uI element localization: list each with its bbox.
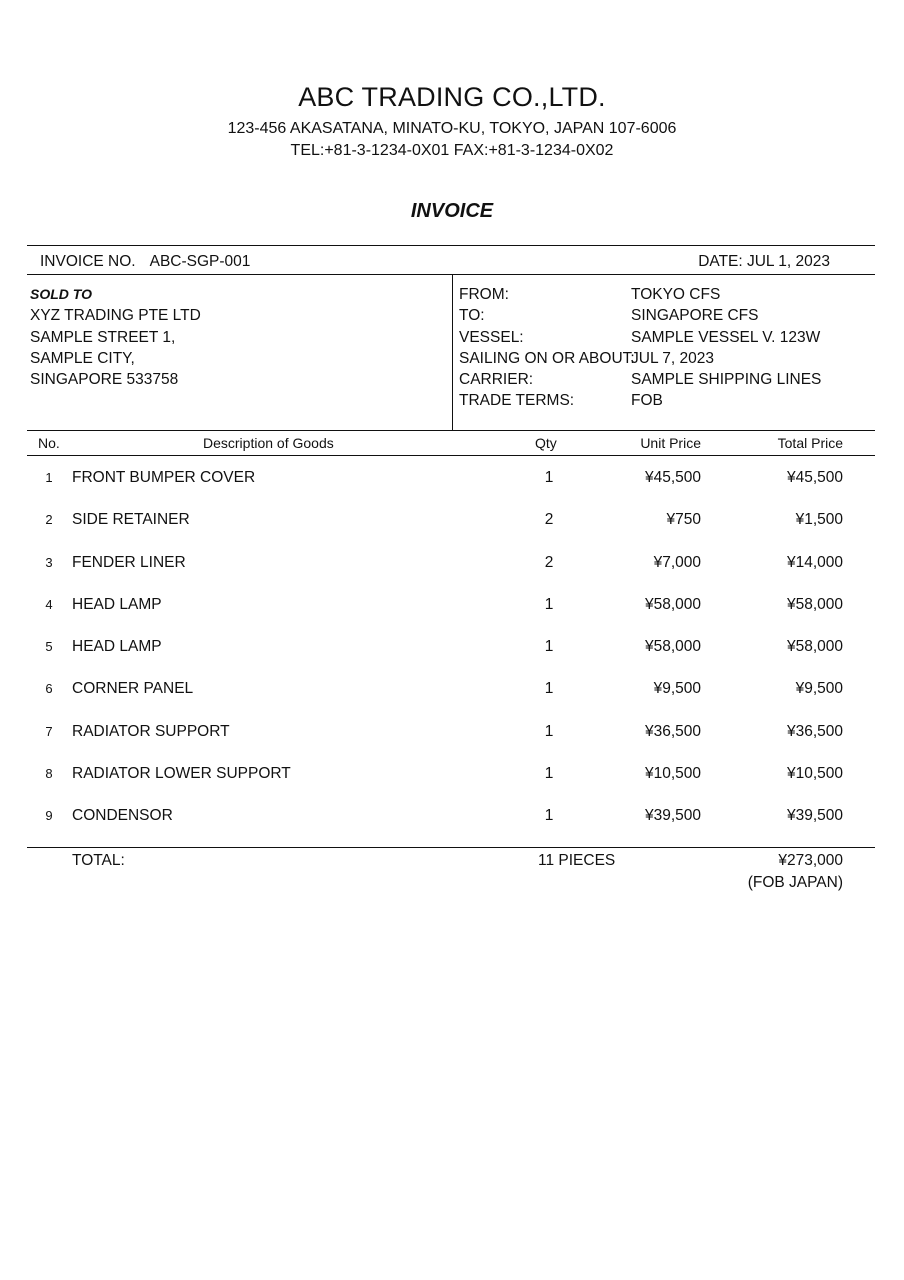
sold-to-line: SAMPLE STREET 1,	[30, 328, 176, 346]
item-total-price: ¥14,000	[786, 553, 843, 571]
item-qty: 1	[544, 680, 554, 698]
item-no: 4	[45, 596, 53, 612]
item-description: HEAD LAMP	[72, 595, 162, 613]
sold-to-line: SINGAPORE 533758	[30, 371, 179, 389]
item-unit-price: ¥36,500	[644, 722, 701, 740]
shipping-value: SAMPLE VESSEL V. 123W	[631, 328, 821, 346]
item-total-price: ¥1,500	[795, 511, 843, 529]
item-no: 9	[45, 808, 53, 824]
rule-under-columns	[27, 455, 875, 456]
column-header-description: Description of Goods	[203, 435, 334, 451]
item-no: 3	[45, 554, 53, 570]
item-description: FENDER LINER	[72, 553, 186, 571]
item-unit-price: ¥7,000	[653, 553, 701, 571]
column-header-no: No.	[38, 435, 60, 451]
sold-to-line: XYZ TRADING PTE LTD	[30, 307, 201, 325]
item-qty: 1	[544, 469, 554, 486]
company-header	[0, 80, 904, 162]
shipping-label: VESSEL:	[459, 328, 524, 346]
invoice-number-label: INVOICE NO.	[40, 253, 136, 270]
item-total-price: ¥10,500	[786, 765, 843, 783]
item-total-price: ¥36,500	[786, 722, 843, 740]
rule-top	[27, 245, 875, 246]
table-row	[0, 551, 904, 593]
total-quantity: 11 PIECES	[538, 852, 616, 869]
invoice-date: DATE: JUL 1, 2023	[698, 253, 830, 270]
item-no: 8	[45, 766, 53, 782]
items-table	[0, 466, 904, 847]
table-row	[0, 593, 904, 635]
item-total-price: ¥45,500	[786, 469, 843, 486]
table-row	[0, 762, 904, 804]
item-total-price: ¥39,500	[786, 807, 843, 825]
item-unit-price: ¥58,000	[644, 638, 701, 656]
table-row	[0, 804, 904, 846]
shipping-row	[459, 390, 879, 411]
item-description: CONDENSOR	[72, 807, 173, 825]
item-description: FRONT BUMPER COVER	[72, 469, 256, 486]
item-total-price: ¥9,500	[795, 680, 843, 698]
company-address: 123-456 AKASATANA, MINATO-KU, TOKYO, JAPAN 107-6006	[227, 120, 677, 137]
shipping-row	[459, 348, 879, 369]
item-qty: 1	[544, 765, 554, 783]
company-contact: TEL:+81-3-1234-0X01 FAX:+81-3-1234-0X02	[290, 142, 614, 159]
item-description: HEAD LAMP	[72, 638, 162, 656]
item-no: 5	[45, 639, 53, 655]
item-qty: 1	[544, 595, 554, 613]
invoice-number-value: ABC-SGP-001	[149, 253, 251, 270]
item-description: CORNER PANEL	[72, 680, 194, 698]
rule-under-invoice-no	[27, 274, 875, 275]
table-row	[0, 720, 904, 762]
item-no: 1	[45, 470, 53, 485]
item-unit-price: ¥39,500	[644, 807, 701, 825]
table-row	[0, 466, 904, 508]
item-qty: 2	[544, 511, 554, 529]
document-title: INVOICE	[410, 200, 494, 222]
total-trade-terms: (FOB JAPAN)	[747, 874, 843, 891]
table-row	[0, 635, 904, 677]
shipping-label: FROM:	[459, 286, 509, 303]
shipping-value: JUL 7, 2023	[631, 349, 715, 367]
rule-party-divider	[452, 274, 453, 430]
invoice-number	[40, 252, 250, 272]
shipping-label: TRADE TERMS:	[459, 392, 575, 410]
column-header-unit-price: Unit Price	[640, 435, 701, 451]
sold-to-line: SAMPLE CITY,	[30, 349, 135, 367]
shipping-row	[459, 327, 879, 348]
item-unit-price: ¥45,500	[644, 469, 701, 486]
shipping-label: SAILING ON OR ABOUT:	[459, 349, 635, 367]
item-total-price: ¥58,000	[786, 638, 843, 656]
sold-to-block	[30, 284, 201, 390]
item-description: RADIATOR LOWER SUPPORT	[72, 765, 291, 783]
item-description: SIDE RETAINER	[72, 511, 190, 529]
shipping-details	[459, 284, 879, 412]
total-label: TOTAL:	[72, 852, 125, 869]
shipping-row	[459, 305, 879, 326]
shipping-label: CARRIER:	[459, 371, 534, 389]
shipping-value: TOKYO CFS	[631, 286, 721, 303]
item-no: 7	[45, 723, 53, 739]
company-name: ABC TRADING CO.,LTD.	[298, 82, 606, 112]
item-unit-price: ¥750	[666, 511, 701, 529]
item-no: 6	[45, 681, 53, 697]
rule-above-total	[27, 847, 875, 848]
item-total-price: ¥58,000	[786, 595, 843, 613]
rule-above-columns	[27, 430, 875, 431]
table-row	[0, 508, 904, 550]
column-header-total-price: Total Price	[777, 435, 843, 451]
item-qty: 1	[544, 638, 554, 656]
item-qty: 1	[544, 722, 554, 740]
item-description: RADIATOR SUPPORT	[72, 722, 230, 740]
item-unit-price: ¥9,500	[653, 680, 701, 698]
shipping-row	[459, 369, 879, 390]
shipping-value: FOB	[631, 392, 663, 410]
table-row	[0, 677, 904, 719]
shipping-value: SAMPLE SHIPPING LINES	[631, 371, 822, 389]
shipping-value: SINGAPORE CFS	[631, 307, 759, 325]
item-unit-price: ¥58,000	[644, 595, 701, 613]
column-header-qty: Qty	[535, 435, 557, 451]
item-qty: 2	[544, 553, 554, 571]
shipping-label: TO:	[459, 307, 485, 325]
sold-to-heading: SOLD TO	[30, 286, 92, 302]
item-unit-price: ¥10,500	[644, 765, 701, 783]
item-no: 2	[45, 512, 53, 528]
shipping-row	[459, 284, 879, 305]
item-qty: 1	[544, 807, 554, 825]
total-amount: ¥273,000	[778, 852, 843, 869]
